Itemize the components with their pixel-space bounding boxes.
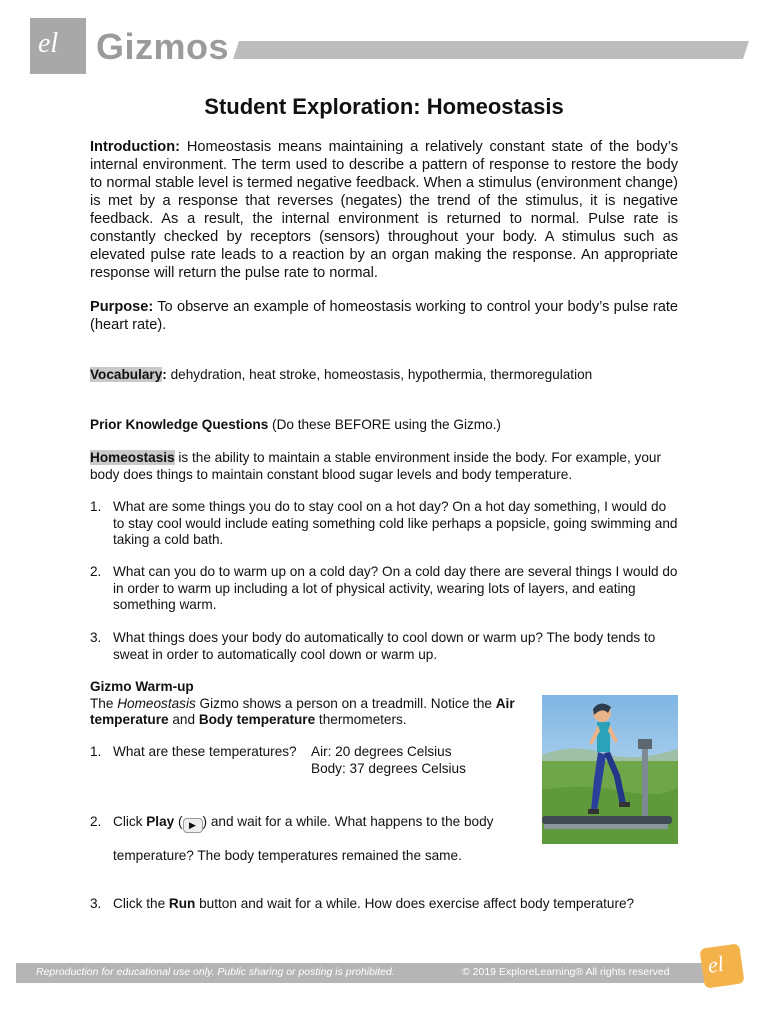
intro-text: Homeostasis means maintaining a relatively constant state of the body’s internal environment. The term used to describe a pattern of response to restore the body to normal stable level is termed negative feedback. When a stimulus (environment change) is met by a response that reverses (negates) the trend of the stimulus, it is negative feedback. As a result, the internal environment is returned to normal. Pulse rate is constantly checked by receptors (sensors) throughout your body. A stimulus such as elevated pulse rate leads to a reaction by an organ making the response. An appropriate response will return the pulse rate to normal.: [90, 139, 678, 281]
question-item: [90, 564, 680, 614]
question-number: 2.: [90, 814, 102, 829]
header-decoration-bar: [233, 41, 749, 59]
question-item: [90, 630, 680, 664]
warmup-text: thermometers.: [315, 712, 407, 727]
purpose-label: Purpose:: [90, 299, 154, 315]
air-temperature-term: Air temperature: [90, 695, 515, 727]
footer-logo-text: el: [706, 950, 726, 978]
question-number: 1.: [90, 499, 102, 514]
warmup-question-2: [90, 814, 530, 834]
warmup-answer-2: temperature? The body temperatures remained the same.: [113, 848, 462, 863]
homeostasis-definition: [90, 450, 680, 483]
question-number: 3.: [90, 630, 102, 645]
footer-disclaimer: Reproduction for educational use only. Public sharing or posting is prohibited.: [36, 966, 395, 978]
page-title: Student Exploration: Homeostasis: [204, 94, 564, 119]
question-text: button and wait for a while. How does exercise affect body temperature?: [195, 896, 635, 911]
warmup-text: and: [168, 712, 199, 727]
question-text: What are some things you do to stay cool on a hot day? On a hot day something, I would do to stay cool would include eating something cold like perhaps a popsicle, going swimming and taking a cold bath.: [113, 499, 678, 547]
vocabulary-label: Vocabulary: [90, 367, 163, 382]
vocabulary-terms: dehydration, heat stroke, homeostasis, hypothermia, thermoregulation: [166, 367, 593, 382]
brand-name: Gizmos: [96, 26, 230, 67]
treadmill-illustration: [542, 695, 678, 844]
warmup-question-3: [90, 896, 680, 916]
question-text: Click the: [113, 896, 169, 911]
vocabulary-colon: :: [162, 367, 167, 382]
question-text: (: [174, 814, 183, 829]
run-term: Run: [168, 896, 196, 911]
question-text: ) and wait for a while. What happens to the body: [202, 814, 494, 829]
introduction-paragraph: [90, 138, 678, 282]
definition-term: Homeostasis: [90, 450, 175, 465]
body-temperature-answer: Body: 37 degrees Celsius: [311, 761, 466, 776]
body-temperature-term: Body temperature: [198, 712, 316, 727]
gizmo-name: Homeostasis: [117, 695, 196, 711]
definition-text: is the ability to maintain a stable environment inside the body. For example, your body does things to maintain constant blood sugar levels and body temperature.: [90, 450, 661, 482]
question-text: What can you do to warm up on a cold day? On a cold day there are several things I would do in order to warm up including a lot of physical activity, wearing lots of layers, and eating something warm.: [113, 564, 678, 612]
intro-label: Introduction:: [90, 139, 180, 155]
footer-copyright: © 2019 ExploreLearning® All rights reserved: [462, 966, 670, 978]
question-text: What are these temperatures?: [113, 744, 297, 759]
vocabulary-line: [90, 367, 680, 384]
question-item: [90, 499, 680, 549]
prior-knowledge-heading: [90, 417, 680, 434]
play-icon: ▶: [183, 818, 203, 833]
question-number: 1.: [90, 744, 102, 759]
purpose-text: To observe an example of homeostasis working to control your body’s pulse rate (heart rate).: [90, 299, 678, 333]
question-text: What things does your body do automatically to cool down or warm up? The body tends to sweat in order to automatically cool down or warm up.: [113, 630, 656, 662]
air-temperature-answer: Air: 20 degrees Celsius: [311, 744, 452, 759]
question-number: 2.: [90, 564, 102, 579]
warmup-heading: Gizmo Warm-up: [90, 679, 194, 694]
warmup-text: The: [90, 695, 118, 711]
explorelearning-logo: [30, 18, 86, 74]
warmup-text: Gizmo shows a person on a treadmill. Notice the: [195, 695, 496, 711]
play-term: Play: [146, 814, 175, 829]
treadmill-scene-icon: [542, 695, 678, 844]
footer-logo-icon: [699, 943, 744, 988]
warmup-question-1: [90, 744, 530, 780]
question-text: Click: [113, 814, 147, 829]
warmup-intro: [90, 679, 530, 729]
question-number: 3.: [90, 896, 102, 911]
logo-text: el: [38, 28, 59, 59]
purpose-paragraph: [90, 298, 678, 334]
prior-heading: Prior Knowledge Questions: [90, 417, 269, 432]
prior-note: (Do these BEFORE using the Gizmo.): [268, 417, 501, 432]
